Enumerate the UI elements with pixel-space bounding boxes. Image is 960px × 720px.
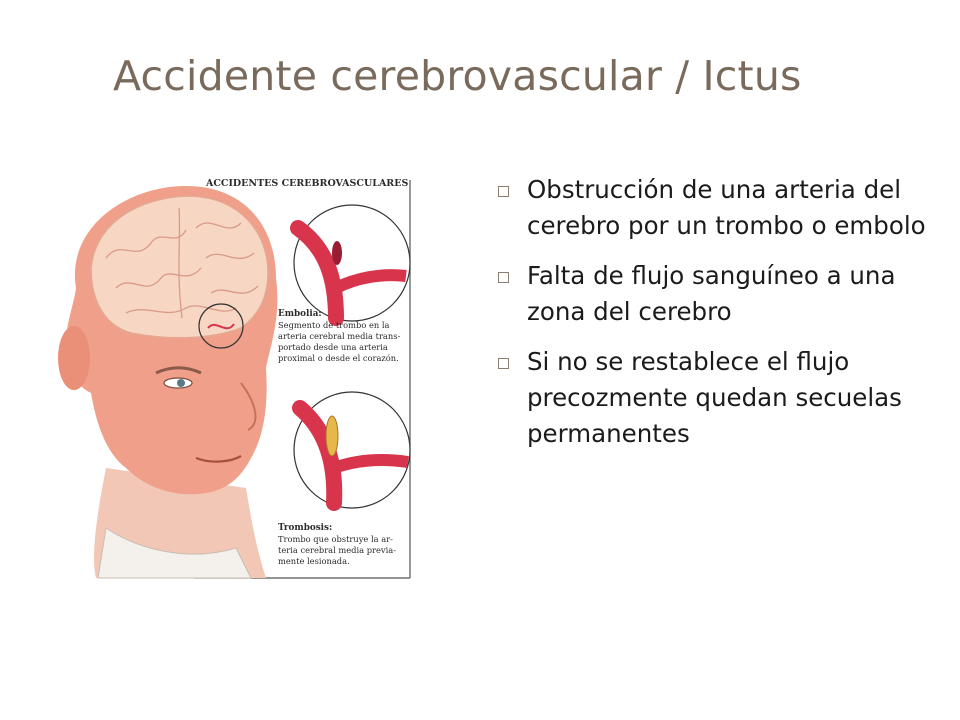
slide-title: Accidente cerebrovascular / Ictus	[113, 52, 802, 100]
stroke-illustration	[36, 168, 416, 583]
bullet-item	[497, 344, 949, 452]
trombosis-line-1: Trombo que obstruye la ar-	[278, 534, 393, 544]
square-bullet-icon	[498, 358, 509, 369]
embolia-line-1: Segmento de trombo en la	[278, 320, 390, 330]
embolia-line-2: arteria cerebral media trans-	[278, 331, 401, 341]
trombosis-title: Trombosis:	[278, 523, 333, 533]
square-bullet-icon	[498, 272, 509, 283]
bullet-list	[497, 172, 949, 466]
trombosis-line-3: mente lesionada.	[278, 556, 350, 566]
embolia-line-3: portado desde una arteria	[278, 342, 388, 352]
square-bullet-icon	[498, 186, 509, 197]
trombosis-line-2: teria cerebral media previa-	[278, 545, 396, 555]
embolus	[332, 241, 342, 265]
bullet-item	[497, 258, 949, 330]
thrombus	[326, 416, 338, 456]
bullet-item	[497, 172, 949, 244]
iris	[177, 379, 185, 387]
bullet-text: Obstrucción de una arteria del cerebro por un trombo o embolo	[527, 175, 926, 240]
embolia-title: Embolia:	[278, 309, 322, 319]
bullet-text: Si no se restablece el flujo precozmente quedan secuelas permanentes	[527, 347, 902, 448]
stroke-illustration-svg	[36, 168, 416, 583]
embolia-line-4: proximal o desde el corazón.	[278, 353, 399, 363]
bullet-text: Falta de flujo sanguíneo a una zona del cerebro	[527, 261, 896, 326]
ear	[58, 326, 90, 390]
figure-heading: ACCIDENTES CEREBROVASCULARES	[206, 178, 409, 189]
embolia-detail-circle	[294, 205, 410, 321]
